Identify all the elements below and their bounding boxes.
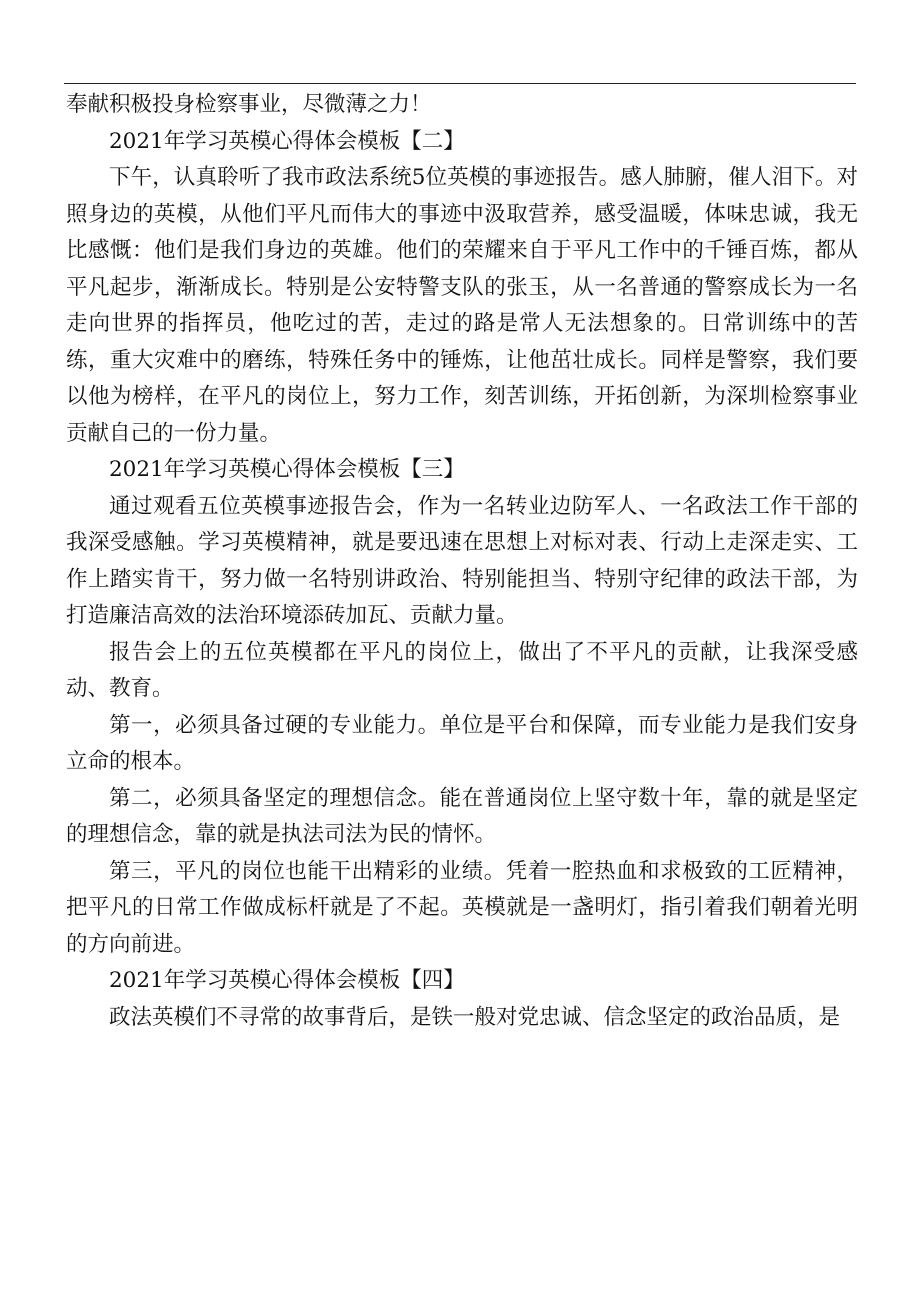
section-heading-2: 2021年学习英模心得体会模板【二】 <box>109 128 465 154</box>
lead-line: 奉献积极投身检察事业，尽微薄之力！ <box>66 92 432 117</box>
paragraph-1: 下午，认真聆听了我市政法系统5位英模的事迹报告。感人肺腑，催人泪下。对照身边的英模，从他们平凡而伟大的事迹中汲取营养，感受温暖，体味忠诚，我无比感慨：他们是我们身边的英雄。他们的荣耀来自于平凡工作中的千锤百炼，都从平凡起步，渐渐成长。特别是公安特警支队的张玉，从一名普通的警察成长为一名走向世界的指挥员，他吃过的苦，走过的路是常人无法想象的。日常训练中的苦练，重大灾难中的磨练，特殊任务中的锤炼，让他茁壮成长。同样是警察，我们要以他为榜样，在平凡的岗位上，努力工作，刻苦训练，开拓创新，为深圳检察事业贡献自己的一份力量。 <box>66 165 858 446</box>
paragraph-7: 政法英模们不寻常的故事背后，是铁一般对党忠诚、信念坚定的政治品质，是 <box>109 1004 841 1030</box>
paragraph-4: 第一，必须具备过硬的专业能力。单位是平台和保障，而专业能力是我们安身立命的根本。 <box>66 712 858 774</box>
section-heading-4: 2021年学习英模心得体会模板【四】 <box>109 968 465 993</box>
section-heading-3: 2021年学习英模心得体会模板【三】 <box>109 457 465 482</box>
document-body <box>66 87 858 1036</box>
header-rule <box>64 83 856 84</box>
paragraph-6: 第三，平凡的岗位也能干出精彩的业绩。凭着一腔热血和求极致的工匠精神，把平凡的日常工作做成标杆就是了不起。英模就是一盏明灯，指引着我们朝着光明的方向前进。 <box>66 858 858 957</box>
paragraph-3: 报告会上的五位英模都在平凡的岗位上，做出了不平凡的贡献，让我深受感动、教育。 <box>66 639 858 701</box>
paragraph-5: 第二，必须具备坚定的理想信念。能在普通岗位上坚守数十年，靠的就是坚定的理想信念，靠的就是执法司法为民的情怀。 <box>66 785 858 847</box>
paragraph-2: 通过观看五位英模事迹报告会，作为一名转业边防军人、一名政法工作干部的我深受感触。学习英模精神，就是要迅速在思想上对标对表、行动上走深走实、工作上踏实肯干，努力做一名特别讲政治、特别能担当、特别守纪律的政法干部，为打造廉洁高效的法治环境添砖加瓦、贡献力量。 <box>66 493 858 628</box>
